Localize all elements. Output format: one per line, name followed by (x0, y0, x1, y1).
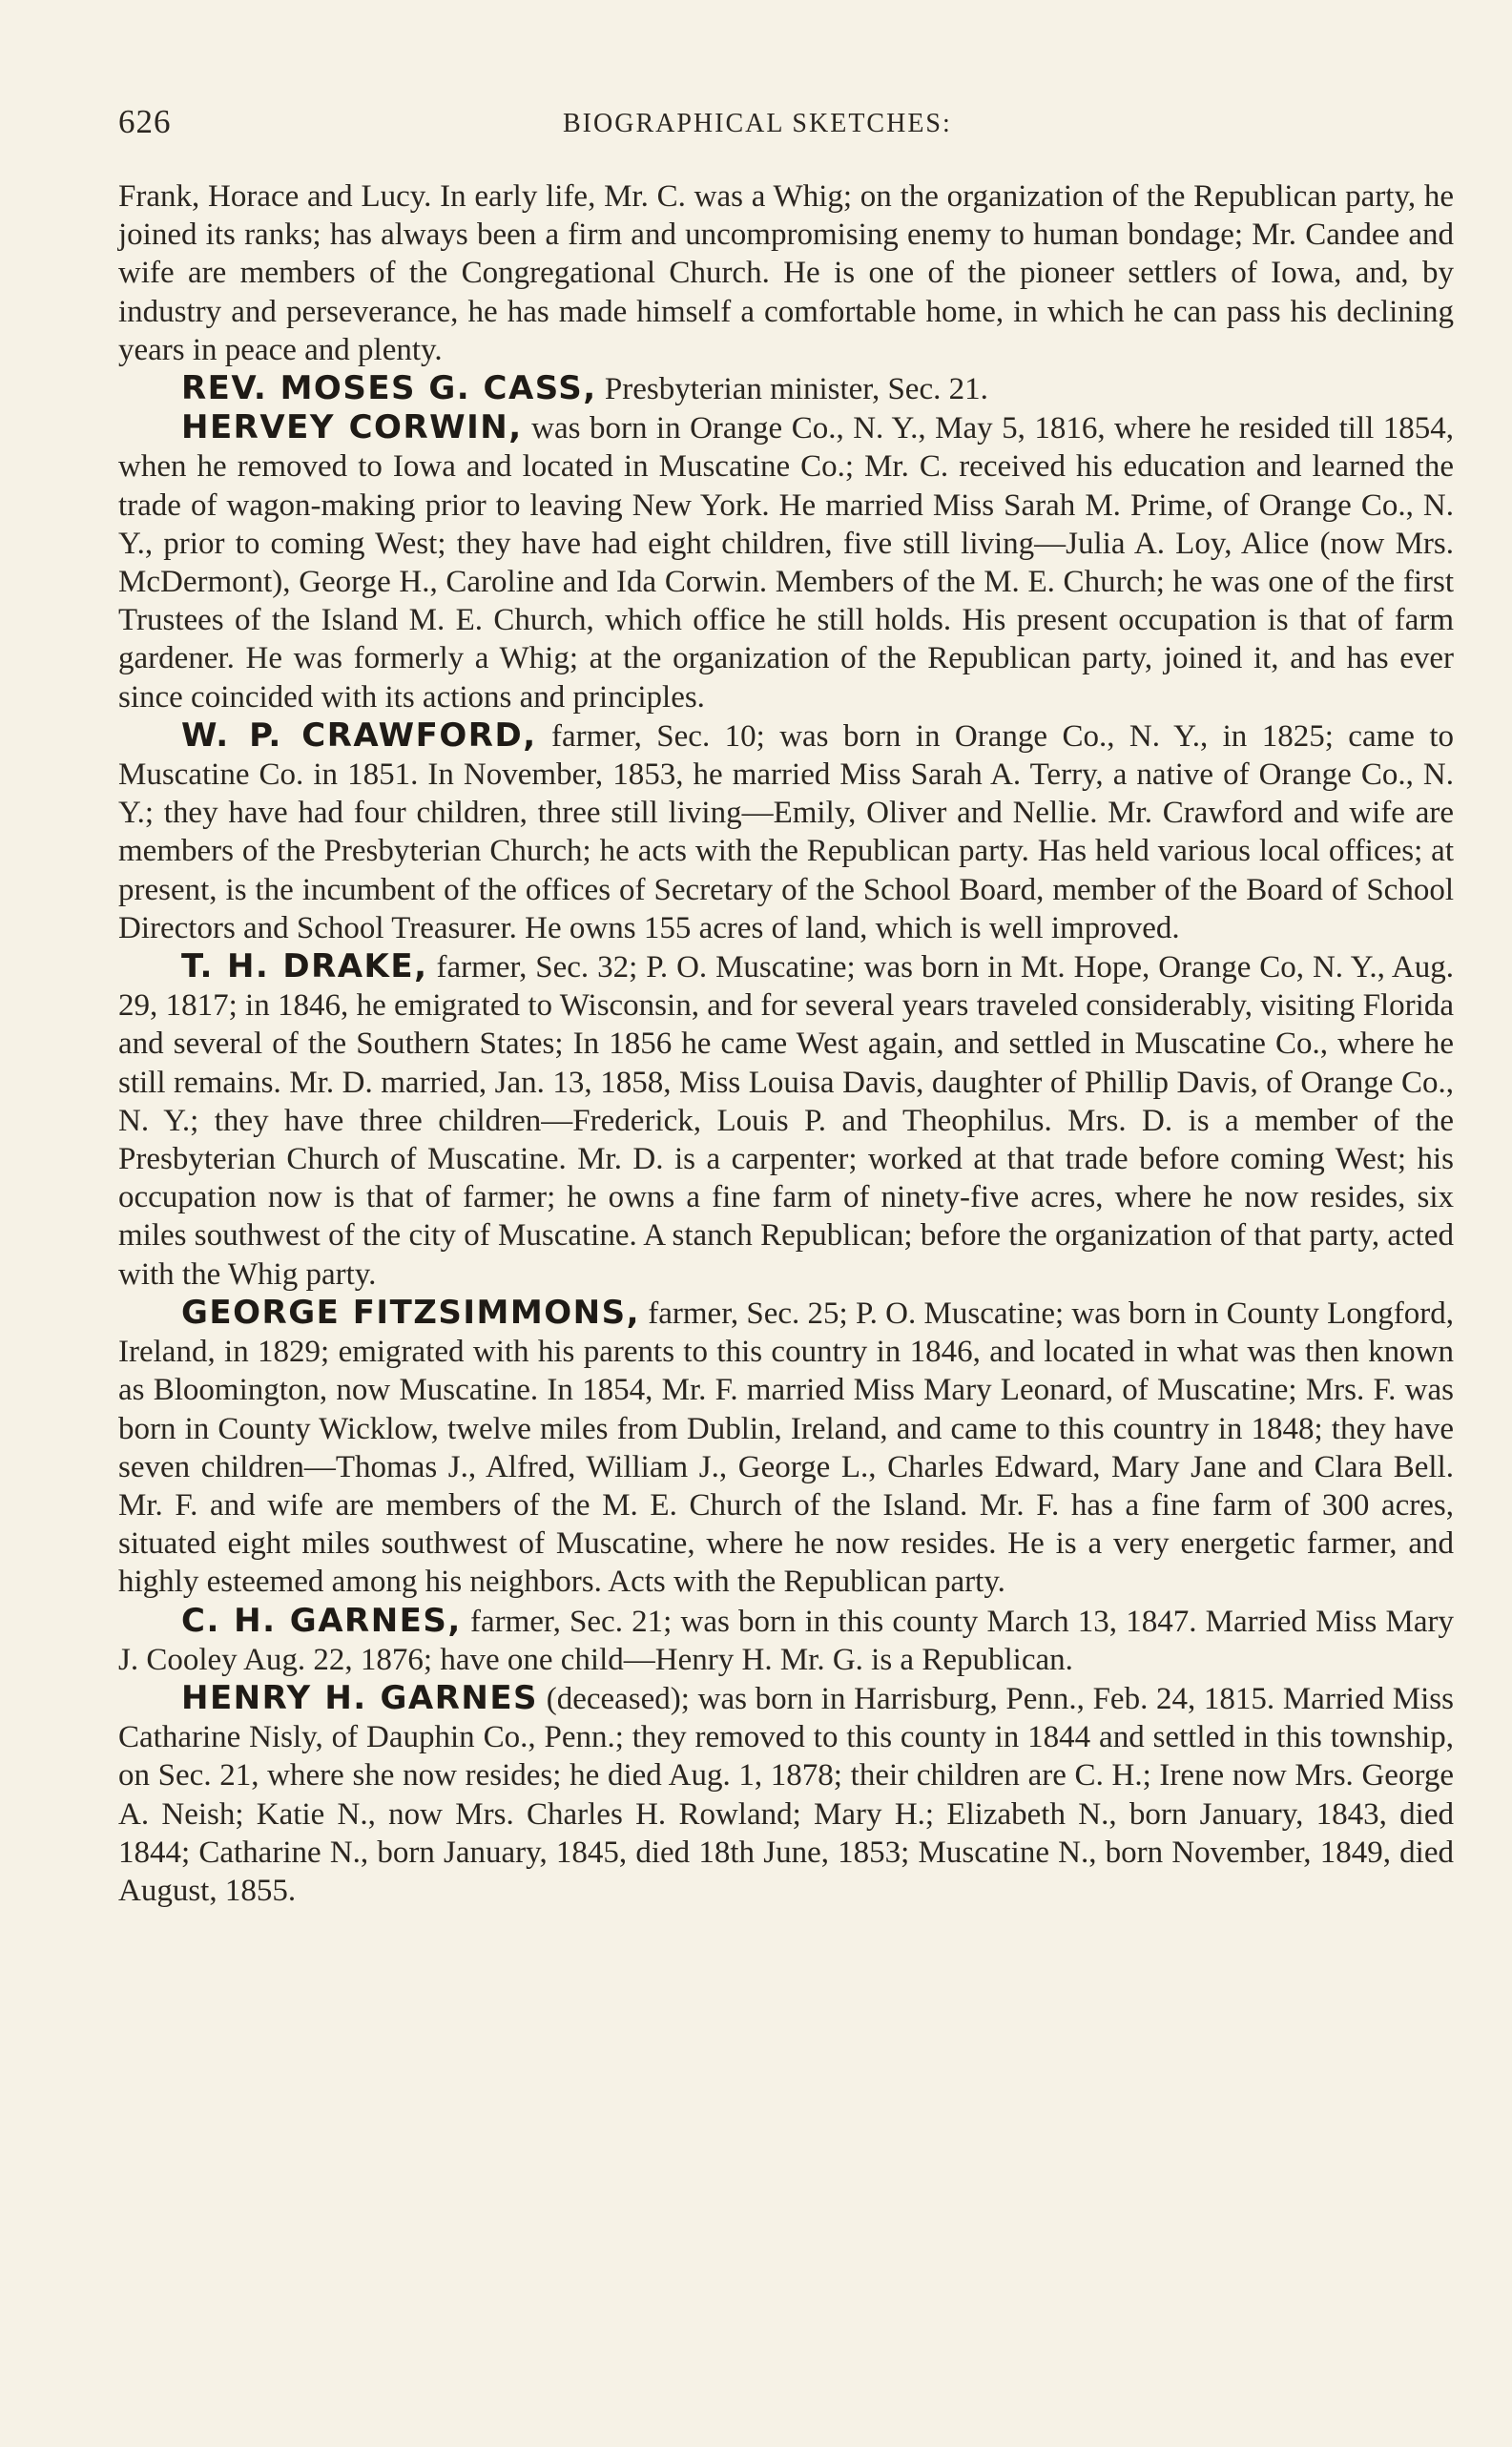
page-number: 626 (118, 103, 172, 140)
sketch-corwin (118, 408, 1454, 716)
entry-name: C. H. GARNES, (181, 1601, 462, 1640)
sketch-fitzsimmons (118, 1294, 1454, 1602)
sketch-crawford (118, 716, 1454, 947)
section-title: BIOGRAPHICAL SKETCHES: (563, 109, 952, 138)
entry-name: HERVEY CORWIN, (181, 408, 523, 447)
entry-text: farmer, Sec. 10; was born in Orange Co., N. Y., in 1825; came to Muscatine Co. in 1851. In November, 1853, he married Miss Sarah A. Terry, a native of Orange Co., N. Y.; they have had four children, three still living—Emily, Oliver and Nellie. Mr. Crawford and wife are members of the Presbyterian Church; he acts with the Republican party. Has held various local offices; at present, is the incumbent of the offices of Secretary of the School Board, member of the Board of School Directors and School Treasurer. He owns 155 acres of land, which is well improved. (118, 718, 1454, 945)
document-page (118, 103, 1454, 1910)
entry-name: GEORGE FITZSIMMONS, (181, 1293, 640, 1332)
continued-paragraph (118, 177, 1454, 369)
entry-text: (deceased); was born in Harrisburg, Penn., Feb. 24, 1815. Married Miss Catharine Nisly, of Dauphin Co., Penn.; they removed to this county in 1844 and settled in this township, on Sec. 21, where she now resides; he died Aug. 1, 1878; their children are C. H.; Irene now Mrs. George A. Neish; Katie N., now Mrs. Charles H. Rowland; Mary H.; Elizabeth N., born January, 1843, died 1844; Catharine N., born January, 1845, died 18th June, 1853; Muscatine N., born November, 1849, died August, 1855. (118, 1681, 1454, 1908)
biography-text (118, 177, 1454, 1910)
entry-text: Frank, Horace and Lucy. In early life, Mr. C. was a Whig; on the organization of the Republican party, he joined its ranks; has always been a firm and uncompromising enemy to human bondage; Mr. Candee and wife are members of the Congregational Church. He is one of the pioneer settlers of Iowa, and, by industry and perseverance, he has made himself a comfortable home, in which he can pass his declining years in peace and plenty. (118, 179, 1454, 367)
sketch-henry-h-garnes (118, 1679, 1454, 1910)
entry-name: T. H. DRAKE, (181, 947, 428, 986)
sketch-drake (118, 947, 1454, 1294)
sketch-cass (118, 369, 1454, 408)
entry-text: farmer, Sec. 25; P. O. Muscatine; was born in County Longford, Ireland, in 1829; emigrated with his parents to this country in 1846, and located in what was then known as Bloomington, now Muscatine. In 1854, Mr. F. married Miss Mary Leonard, of Muscatine; Mrs. F. was born in County Wicklow, twelve miles from Dublin, Ireland, and came to this country in 1848; they have seven children—Thomas J., Alfred, William J., George L., Charles Edward, Mary Jane and Clara Bell. Mr. F. and wife are members of the M. E. Church of the Island. Mr. F. has a fine farm of 300 acres, situated eight miles southwest of Muscatine, where he now resides. He is a very energetic farmer, and highly esteemed among his neighbors. Acts with the Republican party. (118, 1296, 1454, 1600)
entry-name: REV. MOSES G. CASS, (181, 369, 597, 408)
entry-name: HENRY H. GARNES (181, 1678, 539, 1717)
entry-text: Presbyterian minister, Sec. 21. (596, 372, 988, 407)
running-header (118, 103, 1454, 156)
entry-name: W. P. CRAWFORD, (181, 715, 537, 755)
sketch-c-h-garnes (118, 1602, 1454, 1679)
entry-text: farmer, Sec. 21; was born in this county March 13, 1847. Married Miss Mary J. Cooley Aug. 22, 1876; have one child—Henry H. Mr. G. is a Republican. (118, 1604, 1454, 1677)
entry-text: farmer, Sec. 32; P. O. Muscatine; was born in Mt. Hope, Orange Co, N. Y., Aug. 29, 1817; in 1846, he emigrated to Wisconsin, and for several years traveled considerably, visiting Florida and several of the Southern States; In 1856 he came West again, and settled in Muscatine Co., where he still remains. Mr. D. married, Jan. 13, 1858, Miss Louisa Davis, daughter of Phillip Davis, of Orange Co., N. Y.; they have three children—Frederick, Louis P. and Theophilus. Mrs. D. is a member of the Presbyterian Church of Muscatine. Mr. D. is a carpenter; worked at that trade before coming West; his occupation now is that of farmer; he owns a fine farm of ninety-five acres, where he now resides, six miles southwest of the city of Muscatine. A stanch Republican; before the organization of that party, acted with the Whig party. (118, 950, 1455, 1292)
entry-text: was born in Orange Co., N. Y., May 5, 1816, where he resided till 1854, when he removed to Iowa and located in Muscatine Co.; Mr. C. received his education and learned the trade of wagon-making prior to leaving New York. He married Miss Sarah M. Prime, of Orange Co., N. Y., prior to coming West; they have had eight children, five still living—Julia A. Loy, Alice (now Mrs. McDermont), George H., Caroline and Ida Corwin. Members of the M. E. Church; he was one of the first Trustees of the Island M. E. Church, which office he still holds. His present occupation is that of farm gardener. He was formerly a Whig; at the organization of the Republican party, joined it, and has ever since coincided with its actions and principles. (118, 411, 1454, 715)
